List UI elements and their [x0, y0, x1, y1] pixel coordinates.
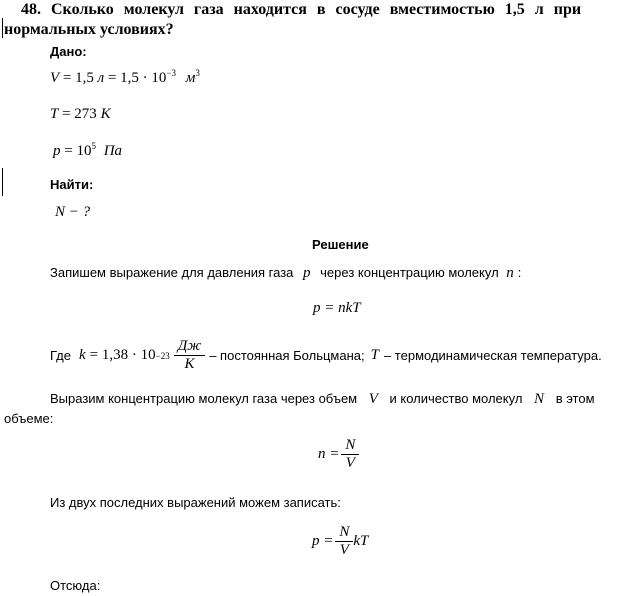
p2-k: k — [79, 347, 86, 363]
temperature-symbol: T — [50, 106, 59, 122]
p2-value: = 1,38 · 10 — [89, 347, 156, 363]
given-volume — [50, 70, 200, 87]
p3-var-V: V — [368, 391, 378, 407]
p3-text-c: в этом — [555, 391, 595, 406]
solution-paragraph-3-line1 — [50, 391, 595, 408]
p2-text-b: – термодинамическая температура. — [383, 348, 602, 363]
problem-text-2: нормальных условиях? — [4, 21, 174, 38]
find-heading: Найти: — [50, 177, 94, 192]
margin-rule-given — [2, 168, 3, 196]
volume-exp: −3 — [166, 68, 176, 78]
p3-text-b: и количество молекул — [389, 391, 523, 406]
problem-number: 48. — [21, 1, 41, 18]
eq2-denominator: V — [345, 455, 355, 471]
temperature-eq: = 273 — [62, 106, 97, 122]
problem-statement-line2 — [4, 21, 174, 39]
volume-unit2: м — [185, 70, 196, 86]
unit-denominator: К — [184, 356, 195, 372]
problem-statement-line1 — [21, 1, 581, 19]
eq3-fraction — [337, 524, 351, 559]
given-pressure — [53, 143, 122, 160]
p1-text-a: Запишем выражение для давления газа — [50, 265, 294, 280]
solution-paragraph-2: Где k = 1,38 · 10 −23 $\frac{Дж}{К}$ – постоянная Больцмана; T – термодинамическая температура. — [50, 338, 602, 372]
eq2-fraction — [343, 437, 357, 472]
eq2-lhs: n = — [318, 446, 340, 462]
volume-unit1: л — [97, 70, 105, 86]
p3-text-a: Выразим концентрацию молекул газа через объем — [50, 391, 358, 406]
p1-text-b: через концентрацию молекул — [320, 265, 499, 280]
pressure-eq: = 10 — [64, 143, 92, 159]
given-heading: Дано: — [50, 44, 87, 59]
p1-var-p: p — [303, 265, 311, 281]
solution-paragraph-1 — [50, 265, 521, 282]
volume-eq2: = 1,5 · 10 — [107, 70, 167, 86]
find-expr: N − ? — [55, 204, 91, 220]
margin-rule-top — [2, 18, 3, 38]
equation-combined — [312, 524, 368, 559]
pressure-unit: Па — [103, 143, 123, 159]
eq3-lhs: p = — [312, 533, 334, 549]
solution-paragraph-3-line2: объеме: — [4, 411, 54, 426]
problem-text-1: Сколько молекул газа находится в сосуде вместимостью 1,5 л при — [51, 1, 582, 18]
solution-paragraph-5: Отсюда: — [50, 578, 101, 593]
solution-paragraph-4: Из двух последних выражений можем записать: — [50, 495, 341, 510]
eq3-rhs: kT — [353, 533, 369, 549]
solution-heading: Решение — [312, 237, 369, 252]
eq2-numerator: N — [345, 437, 356, 453]
p2-text-a: – постоянная Больцмана; — [209, 348, 365, 363]
boltzmann-unit-fraction — [176, 338, 204, 373]
eq3-numerator: N — [339, 524, 350, 540]
p3-var-N: N — [534, 391, 545, 407]
p1-var-n: n — [506, 265, 514, 281]
p2-where: Где — [50, 348, 71, 363]
pressure-exp: 5 — [91, 141, 96, 151]
unit-numerator: Дж — [177, 338, 202, 354]
volume-symbol: V — [50, 70, 60, 86]
eq3-denominator: V — [339, 542, 349, 558]
p2-var-T: T — [370, 347, 379, 363]
volume-eq1: = 1,5 — [62, 70, 94, 86]
equation-concentration — [318, 437, 357, 472]
p1-text-c: : — [517, 265, 522, 280]
given-temperature — [50, 106, 111, 123]
equation-pressure: p = nkT — [313, 300, 361, 316]
pressure-symbol: p — [53, 143, 61, 159]
temperature-unit: K — [100, 106, 111, 122]
volume-unit2-exp: 3 — [195, 68, 200, 78]
